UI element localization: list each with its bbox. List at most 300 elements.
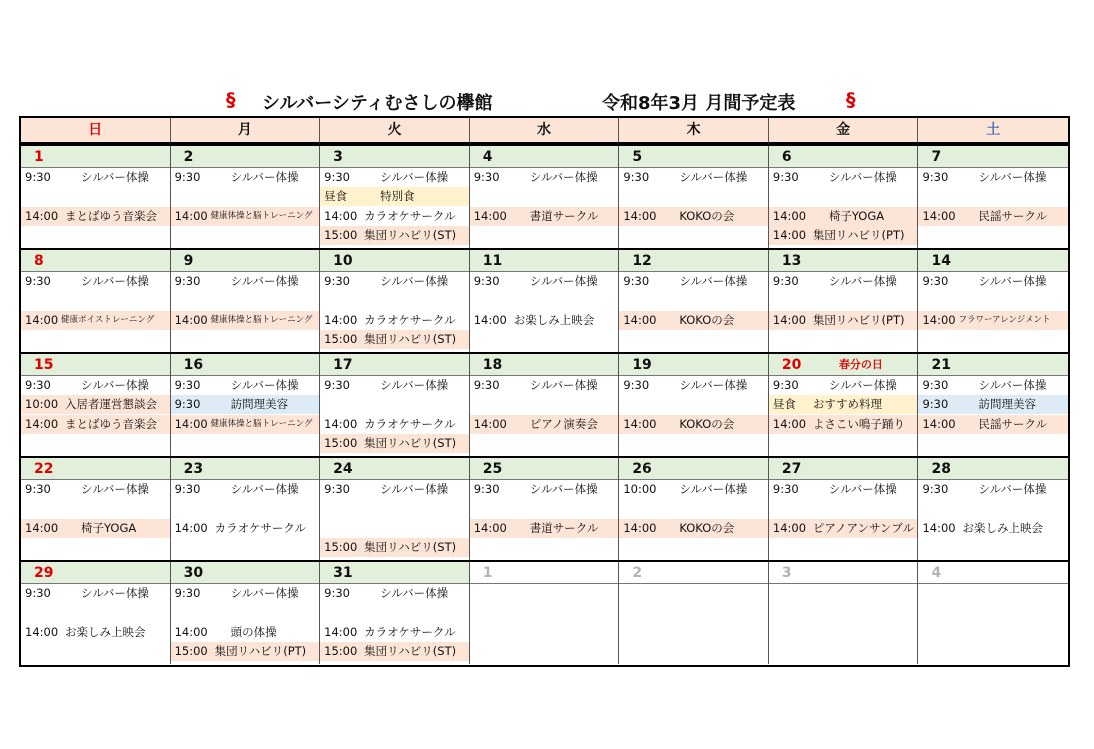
event-item	[470, 480, 619, 499]
day-cell	[619, 250, 769, 352]
day-number: 7	[931, 149, 942, 165]
day-number-bar	[21, 146, 170, 168]
event-time: 15:00	[324, 540, 358, 554]
event-item	[619, 272, 768, 291]
event-item	[21, 311, 170, 330]
weekday-header-row	[21, 118, 1068, 144]
event-name: シルバー体操	[828, 482, 897, 496]
day-cell	[320, 562, 470, 664]
weekday-sat: 土	[918, 118, 1068, 144]
day-number: 3	[333, 149, 343, 165]
event-item	[918, 480, 1068, 499]
event-item	[619, 415, 768, 434]
day-number: 12	[632, 253, 652, 269]
day-number: 1	[482, 565, 493, 581]
event-name: シルバー体操	[529, 482, 598, 496]
day-number-bar	[769, 562, 918, 584]
day-number-bar	[918, 562, 1068, 584]
event-time: 15:00	[324, 332, 358, 346]
event-name: シルバー体操	[679, 170, 748, 184]
day-cell	[21, 146, 171, 248]
event-item	[619, 168, 768, 187]
event-time: 14:00	[922, 521, 956, 535]
event-item	[320, 642, 469, 661]
event-time: 9:30	[623, 170, 650, 184]
weekday-fri: 金	[769, 118, 919, 144]
event-time: 14:00	[623, 521, 657, 535]
event-time: 14:00	[25, 521, 59, 535]
event-time: 14:00	[473, 313, 507, 327]
event-time: 14:00	[623, 417, 657, 431]
event-time: 14:00	[473, 417, 507, 431]
event-name: ピアノ演奏会	[529, 417, 598, 431]
event-time: 14:00	[324, 313, 358, 327]
event-time: 9:30	[174, 482, 201, 496]
event-item	[918, 311, 1068, 330]
event-item	[21, 623, 170, 642]
event-name: 頭の体操	[230, 625, 277, 639]
day-number-bar	[171, 458, 320, 480]
event-name: シルバー体操	[529, 170, 598, 184]
day-number: 26	[632, 461, 652, 477]
day-number-bar	[320, 146, 469, 168]
event-name: シルバー体操	[230, 274, 299, 288]
day-number-bar	[21, 250, 170, 272]
schedule-subtitle: 令和8年3月 月間予定表	[602, 93, 796, 114]
day-number: 27	[781, 461, 802, 477]
event-item	[21, 415, 170, 434]
event-name: 民謡サークル	[978, 417, 1048, 431]
day-cell	[619, 354, 769, 456]
event-item	[320, 330, 469, 349]
event-time: 9:30	[25, 170, 51, 184]
day-number-bar	[619, 250, 768, 272]
weekday-thu: 木	[619, 118, 769, 144]
day-number: 31	[333, 565, 353, 581]
event-time: 9:30	[174, 378, 201, 392]
event-item	[769, 480, 918, 499]
weekday-sun: 日	[21, 118, 171, 144]
event-name: シルバー体操	[380, 274, 449, 288]
day-number-bar	[769, 458, 918, 480]
event-time: 9:30	[623, 378, 650, 392]
event-name: シルバー体操	[230, 586, 299, 600]
event-time: 9:30	[324, 482, 350, 496]
day-number: 5	[632, 149, 643, 165]
event-name: シルバー体操	[828, 170, 897, 184]
event-item	[918, 415, 1068, 434]
day-number: 18	[482, 357, 503, 373]
day-cell	[619, 562, 769, 664]
day-number-bar	[470, 458, 619, 480]
monthly-calendar	[19, 116, 1070, 667]
day-number-bar	[21, 458, 170, 480]
event-item	[769, 207, 918, 226]
section-mark-right: §	[846, 89, 856, 111]
event-item	[619, 519, 768, 538]
event-item	[918, 519, 1068, 538]
event-time: 9:30	[174, 397, 201, 411]
day-cell	[918, 458, 1068, 560]
week-row	[21, 248, 1068, 352]
day-cell	[769, 354, 919, 456]
event-name: 訪問理美容	[230, 397, 289, 411]
day-cell	[21, 354, 171, 456]
event-time: 14:00	[623, 313, 657, 327]
event-name: シルバー体操	[380, 482, 449, 496]
event-name: カラオケサークル	[214, 521, 307, 535]
event-item	[21, 395, 170, 414]
event-time: 9:30	[324, 274, 350, 288]
event-name: 集団リハビリ(ST)	[364, 436, 457, 450]
event-time: 9:30	[324, 586, 350, 600]
event-item	[171, 519, 320, 538]
event-name: ピアノアンサンブル	[812, 521, 914, 535]
event-name: カラオケサークル	[364, 417, 456, 431]
day-number-bar	[470, 146, 619, 168]
day-cell	[21, 562, 171, 664]
event-item	[320, 311, 469, 330]
day-number-bar	[619, 146, 768, 168]
event-item	[171, 480, 320, 499]
day-number: 11	[482, 253, 503, 269]
event-time: 14:00	[623, 209, 657, 223]
event-item	[918, 207, 1068, 226]
event-time: 9:30	[174, 170, 201, 184]
event-item	[171, 272, 320, 291]
day-number-bar	[619, 458, 768, 480]
weekday-tue: 火	[320, 118, 470, 144]
event-name: シルバー体操	[978, 482, 1047, 496]
event-name: シルバー体操	[679, 378, 748, 392]
event-name: 書道サークル	[529, 521, 599, 535]
event-name: シルバー体操	[828, 378, 897, 392]
event-name: シルバー体操	[380, 378, 449, 392]
event-name: 健康体操と脳トレーニング	[210, 315, 313, 325]
day-cell	[470, 562, 620, 664]
event-name: 訪問理美容	[978, 397, 1036, 411]
facility-name: シルバーシティむさしの欅館	[262, 93, 493, 114]
event-time: 14:00	[174, 209, 208, 223]
day-number: 29	[34, 565, 54, 581]
event-name: お楽しみ上映会	[65, 625, 146, 639]
event-name: お楽しみ上映会	[962, 521, 1043, 535]
event-name: シルバー体操	[529, 378, 598, 392]
day-cell	[320, 354, 470, 456]
event-name: 健康体操と脳トレーニング	[210, 211, 313, 221]
event-name: シルバー体操	[529, 274, 598, 288]
event-name: シルバー体操	[81, 170, 149, 184]
event-name: 書道サークル	[529, 209, 599, 223]
day-number-bar	[470, 354, 619, 376]
day-number-bar	[320, 562, 469, 584]
event-time: 昼食	[772, 397, 796, 411]
event-time: 14:00	[772, 209, 807, 223]
day-number: 17	[333, 357, 353, 373]
day-number-bar	[21, 354, 170, 376]
event-name: シルバー体操	[679, 274, 748, 288]
day-number: 16	[183, 357, 204, 373]
event-time: 9:30	[772, 378, 799, 392]
event-name: シルバー体操	[679, 482, 748, 496]
event-time: 9:30	[25, 586, 51, 600]
event-item	[769, 519, 918, 538]
event-item	[619, 207, 768, 226]
event-time: 14:00	[473, 209, 507, 223]
event-item	[769, 168, 918, 187]
event-name: シルバー体操	[81, 378, 149, 392]
day-cell	[619, 146, 769, 248]
event-time: 15:00	[324, 436, 358, 450]
event-time: 9:30	[174, 274, 201, 288]
event-item	[171, 168, 320, 187]
event-item	[619, 311, 768, 330]
event-name: 集団リハビリ(ST)	[364, 540, 457, 554]
event-item	[171, 395, 320, 414]
day-number: 6	[781, 149, 792, 165]
event-name: 椅子YOGA	[81, 521, 137, 535]
event-name: おすすめ料理	[812, 397, 883, 411]
day-cell	[171, 250, 321, 352]
day-cell	[918, 250, 1068, 352]
event-name: シルバー体操	[230, 170, 299, 184]
event-name: シルバー体操	[230, 482, 299, 496]
event-item	[21, 272, 170, 291]
day-cell	[171, 562, 321, 664]
event-time: 14:00	[25, 313, 59, 327]
event-name: まとばゆう音楽会	[65, 417, 157, 431]
event-item	[320, 584, 469, 603]
day-number-bar	[918, 146, 1068, 168]
day-number: 3	[781, 565, 792, 581]
event-time: 10:00	[623, 482, 657, 496]
event-item	[918, 272, 1068, 291]
event-time: 14:00	[772, 313, 807, 327]
event-item	[171, 207, 320, 226]
event-time: 9:30	[772, 274, 799, 288]
event-item	[470, 415, 619, 434]
event-item	[171, 623, 320, 642]
event-time: 14:00	[324, 417, 358, 431]
day-number: 28	[931, 461, 951, 477]
week-row	[21, 352, 1068, 456]
event-item	[320, 168, 469, 187]
event-time: 9:30	[473, 482, 500, 496]
event-name: 特別食	[380, 189, 415, 203]
event-time: 14:00	[922, 313, 956, 327]
event-time: 9:30	[25, 378, 51, 392]
event-item	[21, 584, 170, 603]
event-time: 9:30	[324, 170, 350, 184]
weekday-wed: 水	[470, 118, 620, 144]
day-number-bar	[769, 250, 918, 272]
event-time: 15:00	[174, 644, 208, 658]
event-item	[21, 376, 170, 395]
day-number: 10	[333, 253, 353, 269]
day-number: 20	[781, 357, 802, 373]
event-time: 14:00	[922, 209, 956, 223]
event-time: 14:00	[473, 521, 507, 535]
event-name: カラオケサークル	[364, 625, 456, 639]
event-item	[21, 480, 170, 499]
event-item	[320, 207, 469, 226]
day-number-bar	[171, 146, 320, 168]
day-cell	[171, 458, 321, 560]
day-number: 8	[34, 253, 44, 269]
day-cell	[320, 250, 470, 352]
event-item	[470, 207, 619, 226]
event-name: 入居者運営懇談会	[65, 397, 157, 411]
day-cell	[769, 458, 919, 560]
event-name: よさこい鳴子踊り	[812, 417, 905, 431]
event-name: 健康ボイストレーニング	[61, 315, 155, 325]
event-item	[918, 376, 1068, 395]
day-cell	[470, 250, 620, 352]
event-time: 9:30	[772, 482, 799, 496]
event-time: 9:30	[922, 274, 949, 288]
event-time: 14:00	[324, 625, 358, 639]
day-cell	[320, 458, 470, 560]
day-cell	[918, 146, 1068, 248]
day-cell	[769, 562, 919, 664]
event-name: KOKOの会	[679, 521, 735, 535]
event-item	[171, 376, 320, 395]
event-item	[171, 584, 320, 603]
event-item	[470, 168, 619, 187]
event-item	[21, 207, 170, 226]
event-item	[320, 623, 469, 642]
day-number: 4	[931, 565, 942, 581]
event-item	[320, 376, 469, 395]
event-time: 9:30	[922, 170, 949, 184]
day-number-bar	[619, 354, 768, 376]
day-cell	[918, 562, 1068, 664]
event-name: 集団リハビリ(ST)	[364, 644, 457, 658]
holiday-label: 春分の日	[838, 358, 883, 371]
event-time: 14:00	[922, 417, 956, 431]
event-name: 集団リハビリ(ST)	[364, 332, 457, 346]
day-number: 1	[34, 149, 44, 165]
day-number: 22	[34, 461, 54, 477]
event-time: 9:30	[922, 397, 949, 411]
day-number-bar	[470, 562, 619, 584]
event-item	[769, 272, 918, 291]
event-item	[470, 272, 619, 291]
event-time: 9:30	[25, 274, 51, 288]
event-time: 15:00	[324, 228, 358, 242]
day-number-bar	[171, 250, 320, 272]
event-name: 集団リハビリ(ST)	[364, 228, 457, 242]
week-row	[21, 144, 1068, 248]
event-name: まとばゆう音楽会	[65, 209, 157, 223]
day-number-bar	[918, 458, 1068, 480]
day-cell	[470, 458, 620, 560]
event-time: 昼食	[324, 189, 348, 203]
event-name: お楽しみ上映会	[513, 313, 595, 327]
event-time: 14:00	[174, 417, 208, 431]
day-number: 25	[482, 461, 503, 477]
event-name: シルバー体操	[230, 378, 299, 392]
event-time: 14:00	[25, 209, 59, 223]
event-name: シルバー体操	[81, 586, 149, 600]
event-item	[470, 376, 619, 395]
day-number-bar	[619, 562, 768, 584]
event-time: 14:00	[772, 417, 807, 431]
event-time: 14:00	[174, 313, 208, 327]
day-number-bar	[171, 562, 320, 584]
event-time: 9:30	[922, 482, 949, 496]
event-time: 9:30	[25, 482, 51, 496]
event-time: 9:30	[623, 274, 650, 288]
event-item	[171, 642, 320, 661]
event-name: シルバー体操	[81, 274, 149, 288]
event-item	[21, 168, 170, 187]
day-number: 2	[632, 565, 643, 581]
day-number-bar	[918, 354, 1068, 376]
event-item	[320, 415, 469, 434]
day-number-bar	[769, 354, 918, 376]
day-cell	[470, 146, 620, 248]
event-time: 14:00	[174, 625, 208, 639]
event-time: 14:00	[324, 209, 358, 223]
event-time: 14:00	[25, 417, 59, 431]
day-cell	[918, 354, 1068, 456]
day-cell	[21, 250, 171, 352]
event-time: 9:30	[174, 586, 201, 600]
day-number: 4	[482, 149, 493, 165]
day-cell	[171, 354, 321, 456]
event-item	[769, 395, 918, 414]
day-cell	[21, 458, 171, 560]
event-item	[918, 168, 1068, 187]
event-time: 14:00	[772, 521, 807, 535]
event-name: カラオケサークル	[364, 209, 456, 223]
section-mark-left: §	[226, 89, 236, 111]
event-name: KOKOの会	[679, 313, 735, 327]
event-item	[320, 434, 469, 453]
event-item	[769, 376, 918, 395]
event-name: KOKOの会	[679, 209, 735, 223]
day-number: 13	[781, 253, 802, 269]
event-item	[470, 311, 619, 330]
event-name: シルバー体操	[380, 170, 449, 184]
day-cell	[769, 250, 919, 352]
event-time: 10:00	[25, 397, 59, 411]
day-number: 2	[183, 149, 194, 165]
day-cell	[769, 146, 919, 248]
event-name: シルバー体操	[81, 482, 149, 496]
day-number: 30	[183, 565, 204, 581]
event-time: 15:00	[324, 644, 358, 658]
day-number: 14	[931, 253, 951, 269]
day-number-bar	[769, 146, 918, 168]
day-cell	[470, 354, 620, 456]
event-item	[769, 311, 918, 330]
event-time: 14:00	[25, 625, 59, 639]
event-name: 民謡サークル	[978, 209, 1048, 223]
week-row	[21, 560, 1068, 664]
event-time: 9:30	[473, 274, 500, 288]
event-name: 集団リハビリ(PT)	[812, 228, 905, 242]
event-item	[320, 272, 469, 291]
event-item	[21, 519, 170, 538]
event-name: シルバー体操	[978, 378, 1047, 392]
calendar-title	[0, 89, 1094, 113]
event-time: 14:00	[772, 228, 807, 242]
day-number-bar	[320, 458, 469, 480]
day-number-bar	[918, 250, 1068, 272]
event-name: シルバー体操	[978, 274, 1047, 288]
